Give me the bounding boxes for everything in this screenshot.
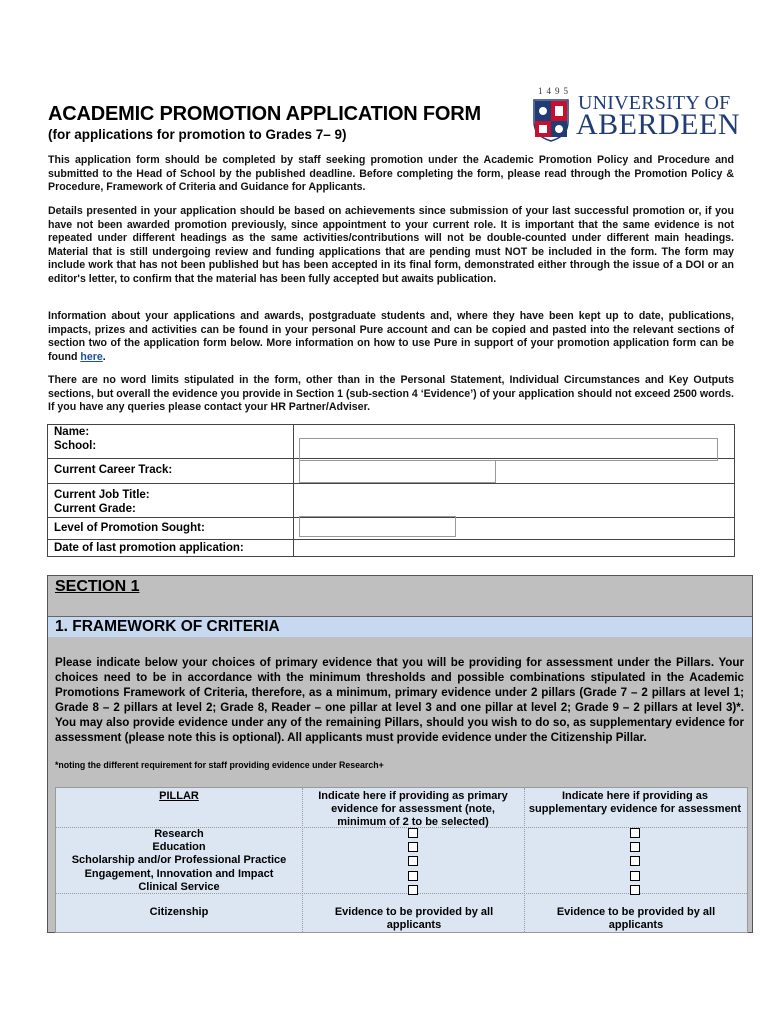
- primary-education-checkbox[interactable]: [408, 842, 418, 852]
- intro-paragraph-3-text: Information about your applications and awards, postgraduate students and, where they have been kept up to date, publications, impacts, prizes and activities can be found in your personal Pure account and can be copied and pasted into the relevant sections of section two of the application form below. More information on how to use Pure in support of your promotion application form can be found: [48, 310, 734, 363]
- citizenship-supplementary: Evidence to be provided by all applicants: [556, 906, 716, 932]
- level-label: Level of Promotion Sought:: [48, 518, 294, 540]
- citizenship-primary: Evidence to be provided by all applicants: [334, 906, 494, 932]
- framework-heading: 1. FRAMEWORK OF CRITERIA: [55, 618, 280, 635]
- level-input[interactable]: [299, 516, 456, 537]
- pillar-education: Education: [152, 841, 206, 854]
- school-input[interactable]: [299, 438, 718, 461]
- research-note: *noting the different requirement for staff providing evidence under Research+: [55, 760, 384, 770]
- pillar-list: [56, 828, 302, 894]
- section-1-heading: SECTION 1: [55, 578, 140, 595]
- job-title-label: Current Job Title:: [54, 489, 150, 501]
- logo-line-2: ABERDEEN: [576, 108, 740, 141]
- primary-research-checkbox[interactable]: [408, 828, 418, 838]
- section-1-header: [48, 576, 752, 616]
- logo-line-1: UNIVERSITY OF: [578, 92, 731, 114]
- criteria-text: Please indicate below your choices of primary evidence that you will be providing for assessment under the Pillars. Your choices need to be in accordance with the minimum thresholds and possible combinations stipulated in the Academic Promotions Framework of Criteria, therefore, as a minimum, primary evidence under 2 pillars (Grade 7 – 2 pillars at level 1; Grade 8 – 2 pillars at level 2; Grade 8, Reader – one pillar at level 3 and one pillar at level 2; Grade 9 – 2 pillars at level 3)*. You may also provide evidence under any of the remaining Pillars, should you wish to do so, as supplementary evidence for assessment (please note this is optional). All applicants must provide evidence under the Citizenship Pillar.: [55, 656, 744, 744]
- pillar-clinical: Clinical Service: [138, 880, 220, 893]
- university-logo: [532, 86, 740, 144]
- form-title: ACADEMIC PROMOTION APPLICATION FORM: [48, 103, 481, 125]
- framework-header: [48, 616, 752, 638]
- career-track-input[interactable]: [299, 460, 496, 483]
- supplementary-research-checkbox[interactable]: [630, 828, 640, 838]
- primary-clinical-checkbox[interactable]: [408, 885, 418, 895]
- primary-checkboxes: [302, 828, 524, 899]
- pillar-column-header: PILLAR: [159, 790, 199, 802]
- supplementary-column-header: Indicate here if providing as supplementary evidence for assessment: [528, 790, 742, 816]
- intro-paragraph-1: This application form should be completed by staff seeking promotion under the Academic Promotion Policy and Procedure and submitted to the Head of School by the published deadline. Before completing the form, please read through the Promotion Policy & Procedure, Framework of Criteria and Guidance for Applicants.: [48, 154, 734, 194]
- pillar-engagement: Engagement, Innovation and Impact: [84, 867, 274, 880]
- pillar-research: Research: [154, 828, 204, 840]
- intro-paragraph-3-end: .: [102, 350, 106, 363]
- supplementary-engagement-checkbox[interactable]: [630, 871, 640, 881]
- supplementary-clinical-checkbox[interactable]: [630, 885, 640, 895]
- pillars-table: [55, 787, 748, 933]
- career-track-label: Current Career Track:: [48, 459, 294, 484]
- intro-paragraph-3: [48, 310, 734, 364]
- grade-label: Current Grade:: [54, 503, 136, 515]
- pillar-scholarship: Scholarship and/or Professional Practice: [71, 854, 287, 867]
- job-grade-labels: [48, 484, 294, 518]
- supplementary-scholarship-checkbox[interactable]: [630, 856, 640, 866]
- name-label: Name:: [54, 426, 90, 438]
- pure-help-link[interactable]: here: [80, 350, 103, 363]
- name-school-labels: [48, 425, 294, 459]
- section-1: [47, 575, 753, 933]
- form-subtitle: (for applications for promotion to Grades 7– 9): [48, 127, 347, 142]
- supplementary-checkboxes: [524, 828, 746, 899]
- intro-paragraph-2: Details presented in your application should be based on achievements since submission of your last successful promotion or, if you have not been awarded promotion previously, since appointment to your current role. It is important that the same evidence is not repeated under different headings as the same activities/contributions will not be double-counted under different main headings. Material that is still undergoing review and funding applications that are pending must NOT be included in the form. The form may include work that has not been published but has been accepted in its final form, demonstrated either through the issue of a DOI or an editor's letter, to confirm that the material has been fully accepted but awaits publication.: [48, 205, 734, 285]
- logo-year: 1495: [538, 86, 572, 96]
- last-date-label: Date of last promotion application:: [48, 540, 294, 557]
- primary-column-header: Indicate here if providing as primary evidence for assessment (note, minimum of 2 to be selected): [318, 790, 508, 829]
- primary-engagement-checkbox[interactable]: [408, 871, 418, 881]
- job-grade-value[interactable]: [294, 484, 735, 518]
- primary-scholarship-checkbox[interactable]: [408, 856, 418, 866]
- school-label: School:: [54, 440, 97, 452]
- supplementary-education-checkbox[interactable]: [630, 842, 640, 852]
- crest-icon: [532, 98, 570, 142]
- pillar-citizenship: Citizenship: [149, 906, 209, 918]
- last-date-value[interactable]: [294, 540, 735, 557]
- intro-paragraph-4: There are no word limits stipulated in the form, other than in the Personal Statement, Individual Circumstances and Key Outputs sections, but overall the evidence you provide in Section 1 (sub-section 4 ‘Evidence’) of your application should not exceed 2500 words. If you have any queries please contact your HR Partner/Adviser.: [48, 374, 734, 414]
